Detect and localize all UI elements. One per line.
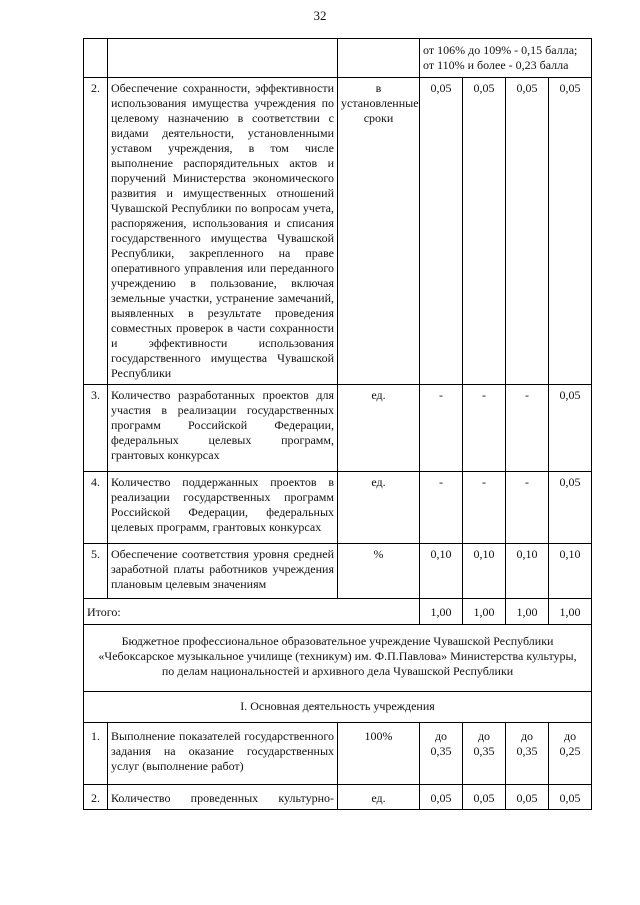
unit-cell (338, 39, 420, 78)
row-value-1: 0,05 (420, 78, 463, 385)
total-value-3: 1,00 (506, 599, 549, 625)
row-value-2: до 0,35 (463, 723, 506, 785)
row-unit: 100% (338, 723, 420, 785)
row-value-1: 0,05 (420, 785, 463, 810)
row-value-3: - (506, 472, 549, 544)
institution-row (84, 625, 592, 692)
row-value-1: 0,10 (420, 544, 463, 599)
row-value-3: - (506, 385, 549, 472)
row-unit: в установленные сроки (338, 78, 420, 385)
total-row (84, 599, 592, 625)
num-cell (84, 39, 108, 78)
row-number: 2. (84, 785, 108, 810)
section-title: I. Основная деятельность учреждения (84, 692, 592, 723)
row-description: Обеспечение соответствия уровня средней заработной платы работников учреждения плановым целевым значениям (108, 544, 338, 599)
row-value-4: 0,10 (549, 544, 592, 599)
table-row (84, 544, 592, 599)
table-row (84, 472, 592, 544)
row-value-2: 0,10 (463, 544, 506, 599)
total-label: Итого: (84, 599, 420, 625)
row-unit: ед. (338, 472, 420, 544)
note-line-1: от 106% до 109% - 0,15 балла; (423, 43, 578, 57)
row-unit: % (338, 544, 420, 599)
section-row (84, 692, 592, 723)
institution-name: Бюджетное профессиональное образовательное учреждение Чувашской Республики «Чебоксарское музыкальное училище (техникум) им. Ф.П.Павлова» Министерства культуры, по делам национальностей и архивного дела Чувашской Республики (84, 625, 592, 692)
table-row (84, 385, 592, 472)
row-value-4: 0,05 (549, 785, 592, 810)
criteria-table (83, 38, 592, 810)
row-value-1: - (420, 472, 463, 544)
row-description: Количество поддержанных проектов в реализации государственных программ Российской Федерации, федеральных целевых программ, грантовых конкурсах (108, 472, 338, 544)
row-description: Количество разработанных проектов для участия в реализации государственных программ Российской Федерации, федеральных целевых программ, грантовых конкурсах (108, 385, 338, 472)
row-value-3: до 0,35 (506, 723, 549, 785)
row-value-4: 0,05 (549, 78, 592, 385)
row-unit: ед. (338, 785, 420, 810)
row-description: Выполнение показателей государственного задания на оказание государственных услуг (выполнение работ) (108, 723, 338, 785)
total-value-2: 1,00 (463, 599, 506, 625)
row-description: Обеспечение сохранности, эффективности использования имущества учреждения по целевому назначению в соответствии с видами деятельности, установленными уставом учреждения, в том числе выполнение распорядительных актов и поручений Министерства экономического развития и имущественных отношений Чувашской Республики по вопросам учета, распоряжения, использования и списания государственного имущества Чувашской Республики, закрепленного на праве оперативного управления или переданного учреждению в пользование, включая земельные участки, устранение замечаний, выявленных в результате проведения совместных проверок в части сохранности и эффективности использования государственного имущества Чувашской Республики (108, 78, 338, 385)
row-value-3: 0,05 (506, 785, 549, 810)
row-value-2: 0,05 (463, 785, 506, 810)
row-value-4: 0,05 (549, 472, 592, 544)
continuation-row (84, 39, 592, 78)
row-value-4: до 0,25 (549, 723, 592, 785)
row-description: Количество проведенных культурно- (108, 785, 338, 810)
row-value-2: - (463, 385, 506, 472)
row-number: 4. (84, 472, 108, 544)
row-value-1: - (420, 385, 463, 472)
note-line-2: от 110% и более - 0,23 балла (423, 58, 569, 72)
row-value-2: 0,05 (463, 78, 506, 385)
note-cell (420, 39, 592, 78)
row-number: 5. (84, 544, 108, 599)
row-value-4: 0,05 (549, 385, 592, 472)
table-row (84, 723, 592, 785)
table-row (84, 78, 592, 385)
total-value-1: 1,00 (420, 599, 463, 625)
row-number: 3. (84, 385, 108, 472)
row-number: 2. (84, 78, 108, 385)
row-unit: ед. (338, 385, 420, 472)
page-number: 32 (313, 8, 327, 23)
row-value-3: 0,05 (506, 78, 549, 385)
row-value-1: до 0,35 (420, 723, 463, 785)
total-value-4: 1,00 (549, 599, 592, 625)
table-row (84, 785, 592, 810)
row-value-3: 0,10 (506, 544, 549, 599)
row-number: 1. (84, 723, 108, 785)
desc-cell (108, 39, 338, 78)
row-value-2: - (463, 472, 506, 544)
